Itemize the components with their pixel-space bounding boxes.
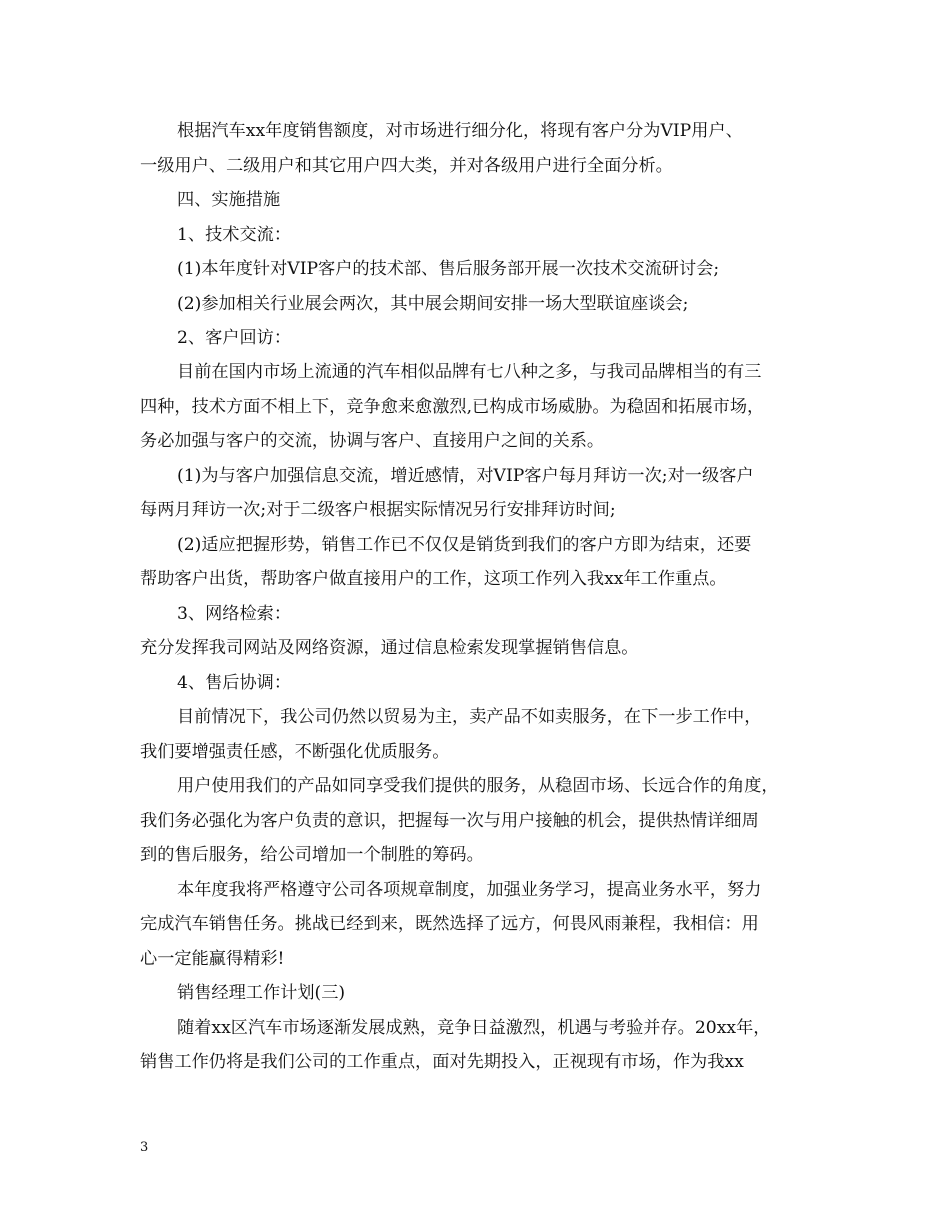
paragraph-line: 充分发挥我司网站及网络资源，通过信息检索发现掌握销售信息。 (140, 638, 639, 658)
paragraph-line: 本年度我将严格遵守公司各项规章制度，加强业务学习，提高业务水平，努力 (177, 880, 762, 900)
paragraph-line: 销售工作仍将是我们公司的工作重点，面对先期投入，正视现有市场，作为我xx (140, 1052, 744, 1072)
paragraph-line: 务必加强与客户的交流，协调与客户、直接用户之间的关系。 (140, 431, 605, 451)
subsection-heading: 4、售后协调： (177, 673, 292, 693)
paragraph-line: 我们要增强责任感，不断强化优质服务。 (140, 742, 450, 762)
list-item: (2)参加相关行业展会两次，其中展会期间安排一场大型联谊座谈会; (177, 294, 689, 314)
paragraph-line: 我们务必强化为客户负责的意识，把握每一次与用户接触的机会，提供热情详细周 (140, 811, 759, 831)
paragraph-line: 心一定能赢得精彩! (140, 949, 285, 969)
subsection-heading: 3、网络检索： (177, 604, 292, 624)
section-title: 销售经理工作计划(三) (177, 983, 346, 1003)
paragraph-line: 到的售后服务，给公司增加一个制胜的筹码。 (140, 845, 484, 865)
paragraph-line: 目前情况下，我公司仍然以贸易为主，卖产品不如卖服务，在下一步工作中， (177, 707, 762, 727)
paragraph-line: 四种，技术方面不相上下，竞争愈来愈激烈,已构成市场威胁。为稳固和拓展市场， (140, 397, 765, 417)
paragraph-line: 一级用户、二级用户和其它用户四大类，并对各级用户进行全面分析。 (140, 156, 673, 176)
paragraph-line: 完成汽车销售任务。挑战已经到来，既然选择了远方，何畏风雨兼程，我相信：用 (140, 914, 759, 934)
page-number: 3 (140, 1140, 149, 1155)
subsection-heading: 2、客户回访： (177, 328, 292, 348)
paragraph-line: 目前在国内市场上流通的汽车相似品牌有七八种之多，与我司品牌相当的有三 (177, 362, 762, 382)
subsection-heading: 1、技术交流： (177, 225, 292, 245)
list-item: (2)适应把握形势，销售工作已不仅仅是销货到我们的客户方即为结束，还要 (177, 535, 752, 555)
paragraph-line: 随着xx区汽车市场逐渐发展成熟，竞争日益激烈，机遇与考验并存。20xx年， (177, 1018, 771, 1038)
paragraph-line: 根据汽车xx年度销售额度，对市场进行细分化，将现有客户分为VIP用户、 (177, 121, 743, 141)
section-heading: 四、实施措施 (177, 190, 281, 210)
paragraph-line: 每两月拜访一次;对于二级客户根据实际情况另行安排拜访时间; (140, 500, 616, 520)
list-item: (1)本年度针对VIP客户的技术部、售后服务部开展一次技术交流研讨会; (177, 259, 720, 279)
paragraph-line: 帮助客户出货，帮助客户做直接用户的工作，这项工作列入我xx年工作重点。 (140, 569, 727, 589)
list-item: (1)为与客户加强信息交流，增近感情，对VIP客户每月拜访一次;对一级客户 (177, 466, 754, 486)
paragraph-line: 用户使用我们的产品如同享受我们提供的服务，从稳固市场、长远合作的角度， (177, 776, 779, 796)
